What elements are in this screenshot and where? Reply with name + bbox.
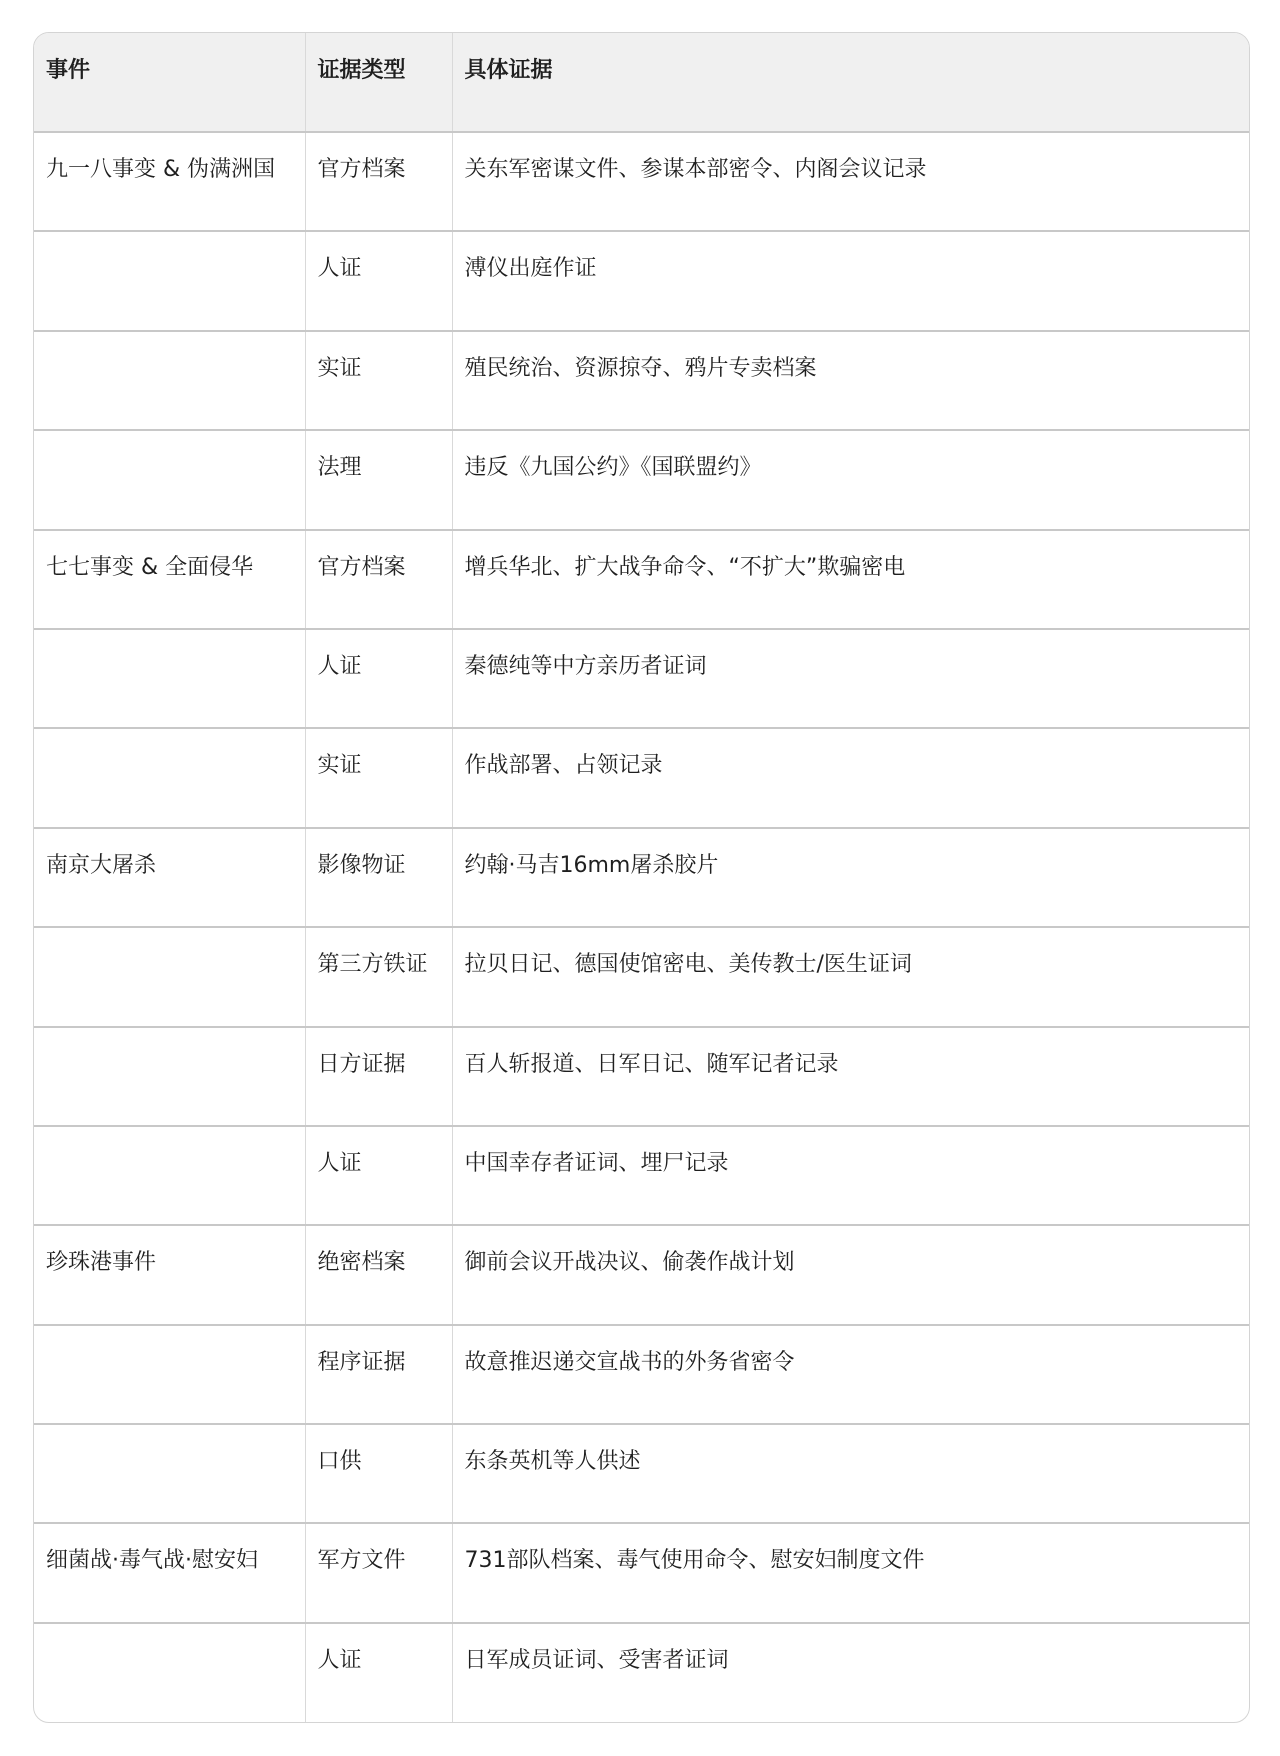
evidence-detail-cell: 731部队档案、毒气使用命令、慰安妇制度文件 (452, 1523, 1249, 1622)
evidence-detail-cell: 约翰·马吉16mm屠杀胶片 (452, 828, 1249, 927)
evidence-type-cell: 实证 (305, 331, 452, 430)
evidence-type-cell: 官方档案 (305, 530, 452, 629)
event-cell (34, 927, 305, 1026)
table-row (34, 1126, 1249, 1225)
evidence-detail-cell: 违反《九国公约》《国联盟约》 (452, 430, 1249, 529)
table-row (34, 1325, 1249, 1424)
evidence-detail-cell: 作战部署、占领记录 (452, 728, 1249, 827)
event-cell (34, 1126, 305, 1225)
evidence-type-cell: 官方档案 (305, 132, 452, 231)
evidence-detail-cell: 关东军密谋文件、参谋本部密令、内阁会议记录 (452, 132, 1249, 231)
evidence-type-cell: 人证 (305, 1623, 452, 1722)
evidence-table-container (33, 32, 1250, 1723)
table-body (34, 132, 1249, 1722)
table-row (34, 231, 1249, 330)
event-cell: 南京大屠杀 (34, 828, 305, 927)
table-row (34, 728, 1249, 827)
header-evidence-detail: 具体证据 (452, 33, 1249, 132)
evidence-type-cell: 人证 (305, 231, 452, 330)
header-event: 事件 (34, 33, 305, 132)
table-row (34, 1623, 1249, 1722)
evidence-detail-cell: 溥仪出庭作证 (452, 231, 1249, 330)
event-cell (34, 231, 305, 330)
header-evidence-type: 证据类型 (305, 33, 452, 132)
table-row (34, 828, 1249, 927)
table-row (34, 132, 1249, 231)
table-row (34, 927, 1249, 1026)
evidence-detail-cell: 日军成员证词、受害者证词 (452, 1623, 1249, 1722)
evidence-type-cell: 口供 (305, 1424, 452, 1523)
evidence-detail-cell: 御前会议开战决议、偷袭作战计划 (452, 1225, 1249, 1324)
evidence-type-cell: 法理 (305, 430, 452, 529)
event-cell (34, 629, 305, 728)
table-header (34, 33, 1249, 132)
evidence-detail-cell: 殖民统治、资源掠夺、鸦片专卖档案 (452, 331, 1249, 430)
evidence-type-cell: 日方证据 (305, 1027, 452, 1126)
event-cell (34, 1424, 305, 1523)
evidence-detail-cell: 东条英机等人供述 (452, 1424, 1249, 1523)
evidence-type-cell: 绝密档案 (305, 1225, 452, 1324)
event-cell: 珍珠港事件 (34, 1225, 305, 1324)
evidence-type-cell: 人证 (305, 1126, 452, 1225)
header-row (34, 33, 1249, 132)
evidence-type-cell: 实证 (305, 728, 452, 827)
event-cell (34, 1623, 305, 1722)
evidence-detail-cell: 百人斩报道、日军日记、随军记者记录 (452, 1027, 1249, 1126)
evidence-detail-cell: 拉贝日记、德国使馆密电、美传教士/医生证词 (452, 927, 1249, 1026)
table-row (34, 430, 1249, 529)
table-row (34, 331, 1249, 430)
evidence-table (34, 33, 1249, 1722)
table-row (34, 1027, 1249, 1126)
event-cell (34, 1027, 305, 1126)
table-row (34, 1225, 1249, 1324)
evidence-detail-cell: 增兵华北、扩大战争命令、“不扩大”欺骗密电 (452, 530, 1249, 629)
evidence-type-cell: 程序证据 (305, 1325, 452, 1424)
evidence-type-cell: 军方文件 (305, 1523, 452, 1622)
event-cell (34, 1325, 305, 1424)
evidence-type-cell: 影像物证 (305, 828, 452, 927)
table-row (34, 530, 1249, 629)
event-cell (34, 728, 305, 827)
event-cell: 七七事变 & 全面侵华 (34, 530, 305, 629)
evidence-type-cell: 第三方铁证 (305, 927, 452, 1026)
evidence-detail-cell: 故意推迟递交宣战书的外务省密令 (452, 1325, 1249, 1424)
table-row (34, 629, 1249, 728)
event-cell (34, 430, 305, 529)
event-cell: 细菌战·毒气战·慰安妇 (34, 1523, 305, 1622)
evidence-detail-cell: 中国幸存者证词、埋尸记录 (452, 1126, 1249, 1225)
event-cell: 九一八事变 & 伪满洲国 (46, 157, 276, 182)
event-cell (34, 331, 305, 430)
evidence-detail-cell: 秦德纯等中方亲历者证词 (452, 629, 1249, 728)
table-row (34, 1424, 1249, 1523)
table-row (34, 1523, 1249, 1622)
evidence-type-cell: 人证 (305, 629, 452, 728)
